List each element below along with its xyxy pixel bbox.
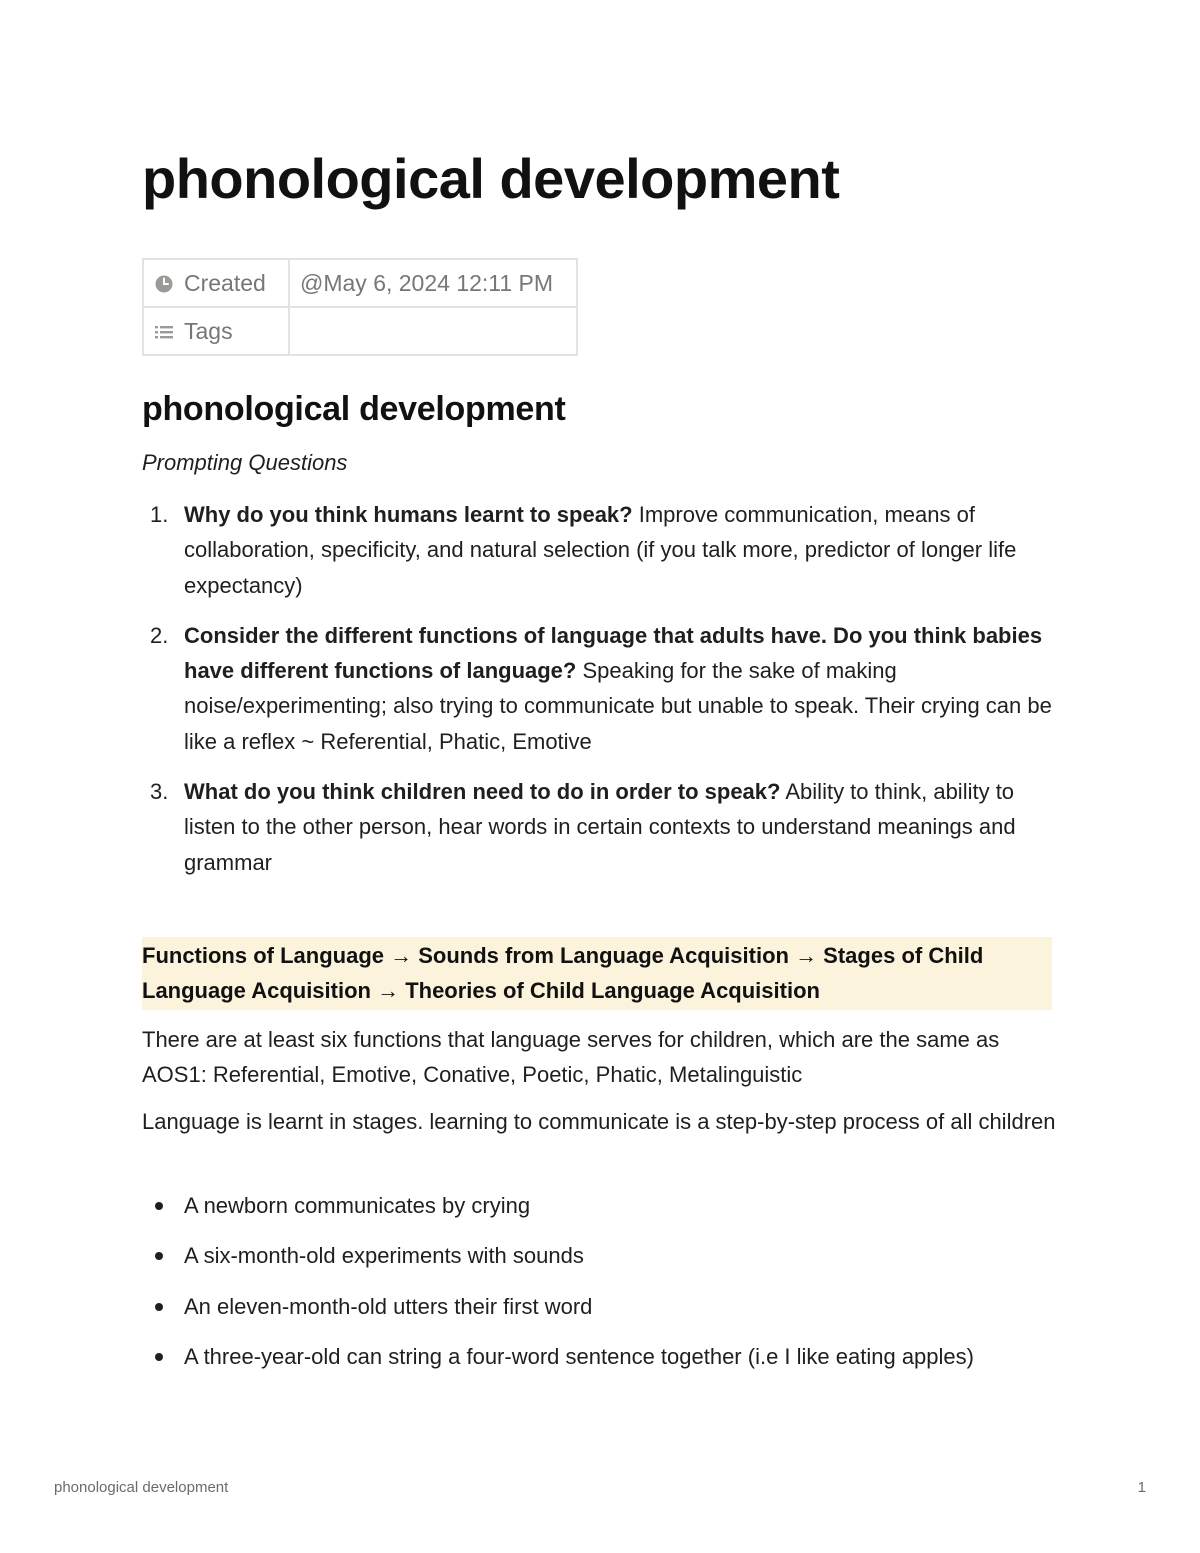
question-text: Why do you think humans learnt to speak? [184,502,633,527]
page-title: phonological development [142,147,840,210]
list-number: 3. [150,779,169,805]
property-name: Tags [184,317,233,344]
bullet-icon [155,1202,163,1210]
list-item [142,1188,1060,1223]
bullet-text: An eleven-month-old utters their first word [184,1293,593,1319]
clock-icon [154,273,174,293]
prompting-questions-list [142,497,1060,895]
list-item [142,497,1060,603]
property-row-tags [143,307,577,355]
list-number: 1. [150,502,169,527]
footer-title: phonological development [54,1479,229,1496]
question-text: Consider the different functions of language that adults have. Do you think babies have different functions of language? [184,622,1043,684]
list-item [142,1339,1060,1374]
paragraph-functions: There are at least six functions that language serves for children, which are the same as AOS1: Referential, Emotive, Conative, Poetic, Phatic, Metalinguistic [142,1027,1000,1088]
property-value-created[interactable]: @May 6, 2024 12:11 PM [289,259,577,307]
footer-page-number: 1 [1137,1479,1146,1496]
answer-text: Improve communication, means of collaboration, specificity, and natural selection (if you talk more, predictor of longer life expectancy) [184,502,1017,598]
highlighted-callout: Functions of Language → Sounds from Language Acquisition → Stages of Child Language Acquisition → Theories of Child Language Acquisition [142,937,1052,1010]
bullet-icon [155,1252,163,1260]
answer-text: Ability to think, ability to listen to the other person, hear words in certain contexts to understand meanings and grammar [184,779,1016,875]
list-number: 2. [150,622,169,648]
answer-text: Speaking for the sake of making noise/experimenting; also trying to communicate but unable to speak. Their crying can be like a reflex ~ Referential, Phatic, Emotive [184,658,1052,754]
bullet-text: A six-month-old experiments with sounds [184,1243,584,1269]
list-item [142,1289,1060,1324]
bullet-text: A newborn communicates by crying [184,1193,531,1218]
property-name-cell [143,259,289,307]
section-subtitle: Prompting Questions [142,450,348,475]
paragraph-stages: Language is learnt in stages. learning to communicate is a step-by-step process of all children [142,1109,1056,1134]
bullet-icon [155,1353,163,1361]
question-text: What do you think children need to do in order to speak? [184,779,781,805]
bullet-icon [155,1303,163,1311]
property-name: Created [184,269,266,296]
list-icon [154,321,174,341]
list-item [142,1238,1060,1273]
list-item [142,618,1060,759]
property-name-cell [143,307,289,355]
section-heading: phonological development [142,390,566,428]
stages-bullet-list [142,1188,1060,1389]
properties-table [142,258,578,356]
list-item [142,774,1060,880]
property-row-created [143,259,577,307]
bullet-text: A three-year-old can string a four-word sentence together (i.e I like eating apples) [184,1343,974,1369]
property-value-tags[interactable] [289,307,577,355]
